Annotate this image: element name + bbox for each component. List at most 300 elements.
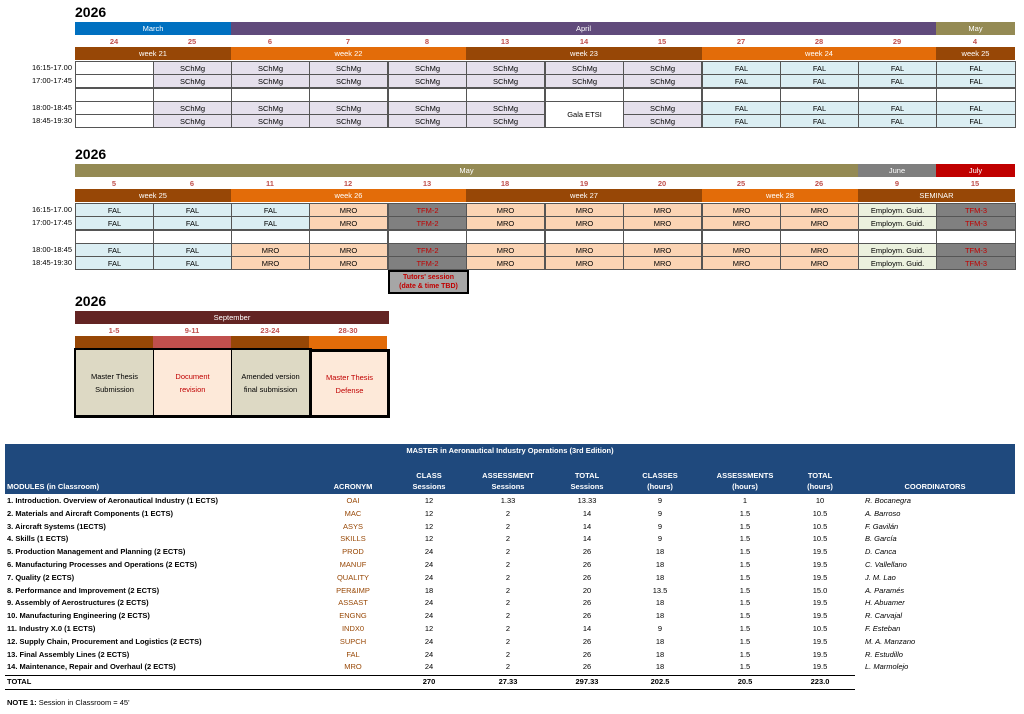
module-acronym: ASSAST: [338, 598, 368, 608]
schedule-cell: TFM-2: [388, 216, 467, 230]
module-coordinator: B. García: [865, 534, 897, 544]
schedule-cell: TFM-2: [388, 256, 467, 270]
schedule-cell: SChMg: [231, 114, 310, 128]
module-value: 26: [582, 636, 592, 646]
schedule-cell: SChMg: [153, 101, 232, 115]
schedule-cell: FAL: [153, 256, 232, 270]
column-header-total-sessions: [559, 470, 615, 492]
module-value: 1.5: [739, 662, 751, 672]
milestone-line1: Master Thesis: [326, 372, 373, 382]
day-number: 11: [266, 178, 274, 188]
day-number: 27: [736, 36, 746, 46]
week-header: week 28: [702, 189, 858, 202]
table-title: MASTER in Aeronautical Industry Operations (3rd Edition): [406, 446, 614, 455]
module-value: 14: [582, 534, 592, 544]
tutors-session-line2: (date & time TBD): [399, 283, 458, 290]
schedule-cell: SChMg: [231, 101, 310, 115]
column-header-assessments-hours: [705, 470, 785, 492]
module-value: 19.5: [812, 560, 828, 569]
module-acronym: QUALITY: [336, 572, 370, 582]
module-value: 12: [424, 496, 434, 505]
module-name: 7. Quality (2 ECTS): [7, 572, 75, 582]
column-header-classes-hours: [615, 470, 705, 492]
module-name: 8. Performance and Improvement (2 ECTS): [7, 585, 160, 595]
total-value: 20.5: [737, 677, 753, 687]
module-value: 2: [505, 624, 511, 633]
week-header: SEMINAR: [858, 189, 1015, 202]
schedule-cell: FAL: [936, 101, 1016, 115]
module-value: 26: [582, 560, 592, 569]
day-number: 25: [187, 36, 197, 46]
week-header: week 25: [75, 189, 231, 202]
schedule-cell: FAL: [936, 74, 1016, 88]
schedule-cell: SChMg: [623, 114, 702, 128]
schedule-cell: MRO: [623, 203, 702, 217]
schedule-cell: MRO: [466, 216, 545, 230]
day-number: 26: [814, 178, 824, 188]
schedule-cell: MRO: [545, 203, 624, 217]
column-header-total-hours: [785, 470, 855, 492]
module-value: 2: [505, 547, 511, 557]
schedule-cell: SChMg: [388, 74, 467, 88]
module-value: 18: [424, 585, 434, 595]
schedule-cell: [466, 230, 545, 244]
module-value: 24: [424, 560, 434, 569]
schedule-cell: SChMg: [545, 61, 624, 75]
column-header-line: ASSESSMENTS: [716, 471, 774, 480]
schedule-cell: FAL: [75, 256, 154, 270]
module-value: 1.33: [500, 496, 516, 505]
day-number: 7: [345, 36, 351, 46]
module-coordinator: F. Gavilán: [865, 521, 899, 531]
schedule-cell: FAL: [780, 114, 859, 128]
module-value: 24: [424, 547, 434, 557]
schedule-cell: MRO: [309, 243, 388, 257]
module-name: 13. Final Assembly Lines (2 ECTS): [7, 649, 130, 659]
schedule-cell: TFM-2: [388, 243, 467, 257]
module-value: 18: [655, 560, 665, 569]
schedule-cell: MRO: [623, 243, 702, 257]
milestone-line1: Amended version: [241, 371, 300, 381]
schedule-cell: MRO: [466, 203, 545, 217]
column-header-line: CLASSES: [642, 471, 678, 480]
milestone-box: [231, 349, 310, 416]
module-acronym: PER&IMP: [336, 585, 370, 595]
total-label: TOTAL: [7, 677, 32, 687]
schedule-cell: FAL: [153, 216, 232, 230]
day-number: 14: [579, 36, 589, 46]
module-value: 1.5: [739, 534, 751, 544]
column-header-modules: [7, 470, 307, 492]
module-value: 1.5: [739, 572, 751, 582]
period-label: 9-11: [184, 325, 200, 335]
month-header: June: [858, 164, 936, 177]
module-value: 26: [582, 649, 592, 659]
module-value: 9: [657, 534, 663, 544]
day-number: 20: [657, 178, 667, 188]
column-header-acronym: [305, 470, 401, 492]
schedule-cell: SChMg: [466, 74, 545, 88]
module-value: 10: [815, 496, 825, 505]
module-value: 1.5: [739, 624, 751, 633]
module-value: 2: [505, 560, 511, 569]
schedule-cell: MRO: [780, 256, 859, 270]
total-value: 223.0: [810, 677, 830, 687]
schedule-cell: FAL: [858, 74, 937, 88]
milestone-line2: Submission: [95, 384, 134, 394]
year-label: 2026: [75, 293, 107, 309]
schedule-cell: SChMg: [388, 101, 467, 115]
column-header-class-sessions: [401, 470, 457, 492]
note: [7, 698, 130, 707]
module-value: 14: [582, 508, 592, 518]
year-label: 2026: [75, 146, 107, 162]
time-slot: 17:00-17:45: [31, 76, 72, 85]
month-header: September: [75, 311, 389, 324]
day-number: 13: [422, 178, 432, 188]
day-number: 4: [972, 36, 978, 46]
module-value: 2: [505, 534, 511, 544]
module-value: 1: [742, 496, 748, 505]
column-header-text: COORDINATORS: [904, 482, 966, 491]
module-name: 11. Industry X.0 (1 ECTS): [7, 624, 96, 633]
period-strip: [153, 336, 231, 349]
week-header: week 25: [936, 47, 1015, 60]
schedule-cell: FAL: [936, 114, 1016, 128]
schedule-cell: [545, 88, 624, 102]
schedule-cell: MRO: [309, 256, 388, 270]
period-strip: [231, 336, 309, 349]
schedule-cell: FAL: [780, 101, 859, 115]
week-header: week 26: [231, 189, 466, 202]
schedule-cell: FAL: [702, 61, 781, 75]
module-value: 1.5: [739, 611, 751, 621]
day-number: 28: [814, 36, 824, 46]
schedule-cell: FAL: [231, 216, 310, 230]
module-value: 18: [655, 662, 665, 672]
module-value: 24: [424, 572, 434, 582]
column-header-assessment-sessions: [457, 470, 559, 492]
schedule-cell: MRO: [545, 256, 624, 270]
table-header-band: [5, 444, 1015, 494]
module-value: 9: [657, 521, 663, 531]
schedule-cell: TFM-3: [936, 243, 1016, 257]
day-number: 8: [424, 36, 430, 46]
time-slot: 18:45-19:30: [31, 116, 72, 125]
module-value: 10.5: [812, 534, 828, 544]
module-coordinator: C. Vallellano: [865, 560, 907, 569]
period-label: 1-5: [108, 325, 120, 335]
schedule-cell: FAL: [702, 114, 781, 128]
time-slot: 18:00-18:45: [31, 245, 72, 254]
schedule-cell: FAL: [858, 101, 937, 115]
schedule-cell: [702, 230, 781, 244]
schedule-cell: [936, 88, 1016, 102]
schedule-cell: [780, 88, 859, 102]
schedule-cell: SChMg: [309, 61, 388, 75]
week-header: week 24: [702, 47, 936, 60]
module-acronym: FAL: [346, 649, 360, 659]
module-value: 2: [505, 649, 511, 659]
module-name: 1. Introduction. Overview of Aeronautical Industry (1 ECTS): [7, 496, 219, 505]
module-value: 1.5: [739, 521, 751, 531]
column-header-coordinators: [855, 470, 1015, 492]
month-header: July: [936, 164, 1015, 177]
schedule-cell: [75, 74, 154, 88]
month-header: March: [75, 22, 231, 35]
schedule-cell: FAL: [75, 203, 154, 217]
schedule-cell: [623, 230, 702, 244]
schedule-cell: MRO: [780, 243, 859, 257]
schedule-cell: TFM-2: [388, 203, 467, 217]
module-value: 2: [505, 572, 511, 582]
tutors-session-box: [388, 270, 469, 294]
module-value: 12: [424, 624, 434, 633]
module-acronym: ENGNG: [339, 611, 367, 621]
schedule-cell: SChMg: [388, 61, 467, 75]
column-header-line: (hours): [732, 482, 758, 491]
module-name: 9. Assembly of Aerostructures (2 ECTS): [7, 598, 149, 608]
schedule-cell: SChMg: [623, 61, 702, 75]
module-acronym: PROD: [342, 547, 364, 557]
module-value: 18: [655, 649, 665, 659]
module-value: 12: [424, 508, 434, 518]
module-acronym: MANUF: [339, 560, 367, 569]
module-name: 2. Materials and Aircraft Components (1 ECTS): [7, 508, 174, 518]
day-number: 13: [500, 36, 510, 46]
schedule-cell: SChMg: [623, 74, 702, 88]
time-slot: 18:00-18:45: [31, 103, 72, 112]
time-slot: 17:00-17:45: [31, 218, 72, 227]
schedule-cell: SChMg: [623, 101, 702, 115]
schedule-cell: MRO: [466, 256, 545, 270]
schedule-cell: MRO: [231, 256, 310, 270]
schedule-cell: MRO: [231, 243, 310, 257]
time-slot: [0, 230, 72, 243]
module-value: 18: [655, 636, 665, 646]
column-header-line: (hours): [807, 482, 833, 491]
schedule-cell: SChMg: [309, 101, 388, 115]
schedule-cell: SChMg: [231, 74, 310, 88]
schedule-cell: SChMg: [231, 61, 310, 75]
schedule-cell: MRO: [309, 203, 388, 217]
module-value: 12: [424, 534, 434, 544]
schedule-cell: SChMg: [545, 74, 624, 88]
time-slot: 16:15-17.00: [31, 205, 72, 214]
module-value: 18: [655, 598, 665, 608]
milestone-line1: Master Thesis: [91, 371, 138, 381]
module-value: 24: [424, 611, 434, 621]
module-coordinator: M. A. Manzano: [865, 636, 916, 646]
day-number: 29: [892, 36, 902, 46]
module-value: 26: [582, 611, 592, 621]
module-value: 18: [655, 547, 665, 557]
gala-etsi-cell: Gala ETSI: [545, 101, 624, 128]
schedule-cell: [231, 88, 310, 102]
schedule-cell: SChMg: [153, 114, 232, 128]
schedule-cell: [153, 88, 232, 102]
module-value: 2: [505, 611, 511, 621]
schedule-cell: SChMg: [466, 61, 545, 75]
module-value: 2: [505, 585, 511, 595]
time-slot: 16:15-17.00: [31, 63, 72, 72]
schedule-cell: SChMg: [153, 61, 232, 75]
module-value: 19.5: [812, 572, 828, 582]
schedule-cell: Employm. Guid.: [858, 256, 937, 270]
schedule-cell: [309, 88, 388, 102]
week-header: week 22: [231, 47, 466, 60]
total-value: 270: [422, 677, 436, 687]
module-coordinator: D. Canca: [865, 547, 897, 557]
module-name: 3. Aircraft Systems (1ECTS): [7, 521, 106, 531]
schedule-cell: SChMg: [309, 74, 388, 88]
schedule-cell: MRO: [780, 216, 859, 230]
module-value: 19.5: [812, 636, 828, 646]
module-value: 10.5: [812, 521, 828, 531]
schedule-cell: FAL: [936, 61, 1016, 75]
column-header-line: CLASS: [416, 471, 442, 480]
schedule-cell: TFM-3: [936, 203, 1016, 217]
schedule-cell: [75, 230, 154, 244]
module-coordinator: H. Abuamer: [865, 598, 905, 608]
schedule-cell: MRO: [623, 256, 702, 270]
tutors-session-line1: Tutors' session: [403, 274, 454, 281]
schedule-cell: FAL: [702, 74, 781, 88]
schedule-cell: FAL: [780, 74, 859, 88]
schedule-cell: MRO: [309, 216, 388, 230]
milestone-box: [309, 349, 390, 418]
milestone-line2: Defense: [335, 385, 364, 395]
note-text: Session in Classroom = 45': [38, 698, 130, 707]
schedule-cell: MRO: [545, 216, 624, 230]
day-number: 18: [500, 178, 510, 188]
module-coordinator: R. Bocanegra: [865, 496, 911, 505]
schedule-cell: [153, 230, 232, 244]
module-value: 19.5: [812, 598, 828, 608]
module-value: 24: [424, 636, 434, 646]
module-name: 14. Maintenance, Repair and Overhaul (2 ECTS): [7, 662, 176, 672]
period-strip: [309, 336, 387, 349]
week-header: week 23: [466, 47, 702, 60]
note-label: NOTE 1:: [7, 698, 37, 707]
module-value: 2: [505, 598, 511, 608]
schedule-cell: SChMg: [466, 101, 545, 115]
module-value: 1.5: [739, 636, 751, 646]
week-header: week 21: [75, 47, 231, 60]
module-acronym: SUPCH: [339, 636, 367, 646]
module-value: 9: [657, 624, 663, 633]
module-value: 12: [424, 521, 434, 531]
column-header-line: Sessions: [570, 482, 604, 491]
schedule-cell: FAL: [858, 114, 937, 128]
module-value: 2: [505, 636, 511, 646]
schedule-cell: [309, 230, 388, 244]
module-value: 24: [424, 649, 434, 659]
module-value: 10.5: [812, 508, 828, 518]
module-name: 6. Manufacturing Processes and Operations (2 ECTS): [7, 560, 198, 569]
module-coordinator: R. Estudillo: [865, 649, 903, 659]
week-header: week 27: [466, 189, 702, 202]
period-label: 28-30: [338, 325, 358, 335]
schedule-cell: [858, 230, 937, 244]
module-value: 13.5: [652, 585, 668, 595]
module-value: 24: [424, 598, 434, 608]
column-header-line: ASSESSMENT: [482, 471, 534, 480]
schedule-cell: [75, 88, 154, 102]
schedule-cell: [623, 88, 702, 102]
period-strip: [75, 336, 153, 349]
schedule-cell: SChMg: [153, 74, 232, 88]
module-coordinator: A. Paramés: [865, 585, 905, 595]
module-value: 26: [582, 572, 592, 582]
schedule-cell: MRO: [780, 203, 859, 217]
module-value: 26: [582, 662, 592, 672]
module-value: 14: [582, 624, 592, 633]
year-label: 2026: [75, 4, 107, 20]
schedule-cell: MRO: [623, 216, 702, 230]
module-coordinator: A. Barroso: [865, 508, 901, 518]
module-value: 18: [655, 611, 665, 621]
module-acronym: MRO: [344, 662, 362, 672]
column-header-line: Sessions: [491, 482, 525, 491]
total-underline: [5, 689, 855, 690]
column-header-line: (hours): [647, 482, 673, 491]
schedule-cell: MRO: [702, 203, 781, 217]
module-value: 2: [505, 662, 511, 672]
module-acronym: ASYS: [342, 521, 363, 531]
column-header-line: Sessions: [412, 482, 446, 491]
column-header-line: TOTAL: [574, 471, 600, 480]
module-value: 1.5: [739, 508, 751, 518]
month-header: May: [75, 164, 858, 177]
day-number: 9: [894, 178, 900, 188]
month-header: May: [936, 22, 1015, 35]
module-value: 26: [582, 547, 592, 557]
schedule-cell: SChMg: [309, 114, 388, 128]
module-name: 12. Supply Chain, Procurement and Logistics (2 ECTS): [7, 636, 202, 646]
schedule-cell: SChMg: [466, 114, 545, 128]
module-value: 15.0: [812, 585, 828, 595]
schedule-cell: FAL: [75, 243, 154, 257]
schedule-cell: MRO: [702, 216, 781, 230]
schedule-cell: Employm. Guid.: [858, 203, 937, 217]
schedule-cell: [702, 88, 781, 102]
day-number: 19: [579, 178, 589, 188]
schedule-cell: FAL: [75, 216, 154, 230]
module-value: 20: [582, 585, 592, 595]
day-number: 15: [970, 178, 980, 188]
milestone-box: [75, 349, 154, 416]
schedule-cell: [75, 101, 154, 115]
day-number: 15: [657, 36, 667, 46]
schedule-cell: [858, 88, 937, 102]
schedule-cell: [388, 230, 467, 244]
module-name: 10. Manufacturing Engineering (2 ECTS): [7, 611, 150, 621]
time-slot: 18:45-19:30: [31, 258, 72, 267]
module-value: 2: [505, 521, 511, 531]
schedule-cell: FAL: [702, 101, 781, 115]
day-number: 5: [111, 178, 117, 188]
module-value: 1.5: [739, 547, 751, 557]
column-header-line: TOTAL: [807, 471, 833, 480]
module-value: 2: [505, 508, 511, 518]
module-value: 19.5: [812, 649, 828, 659]
module-value: 14: [582, 521, 592, 531]
module-coordinator: R. Carvajal: [865, 611, 903, 621]
module-acronym: INDX0: [341, 624, 365, 633]
schedule-cell: [388, 88, 467, 102]
milestone-line1: Document: [175, 371, 210, 381]
